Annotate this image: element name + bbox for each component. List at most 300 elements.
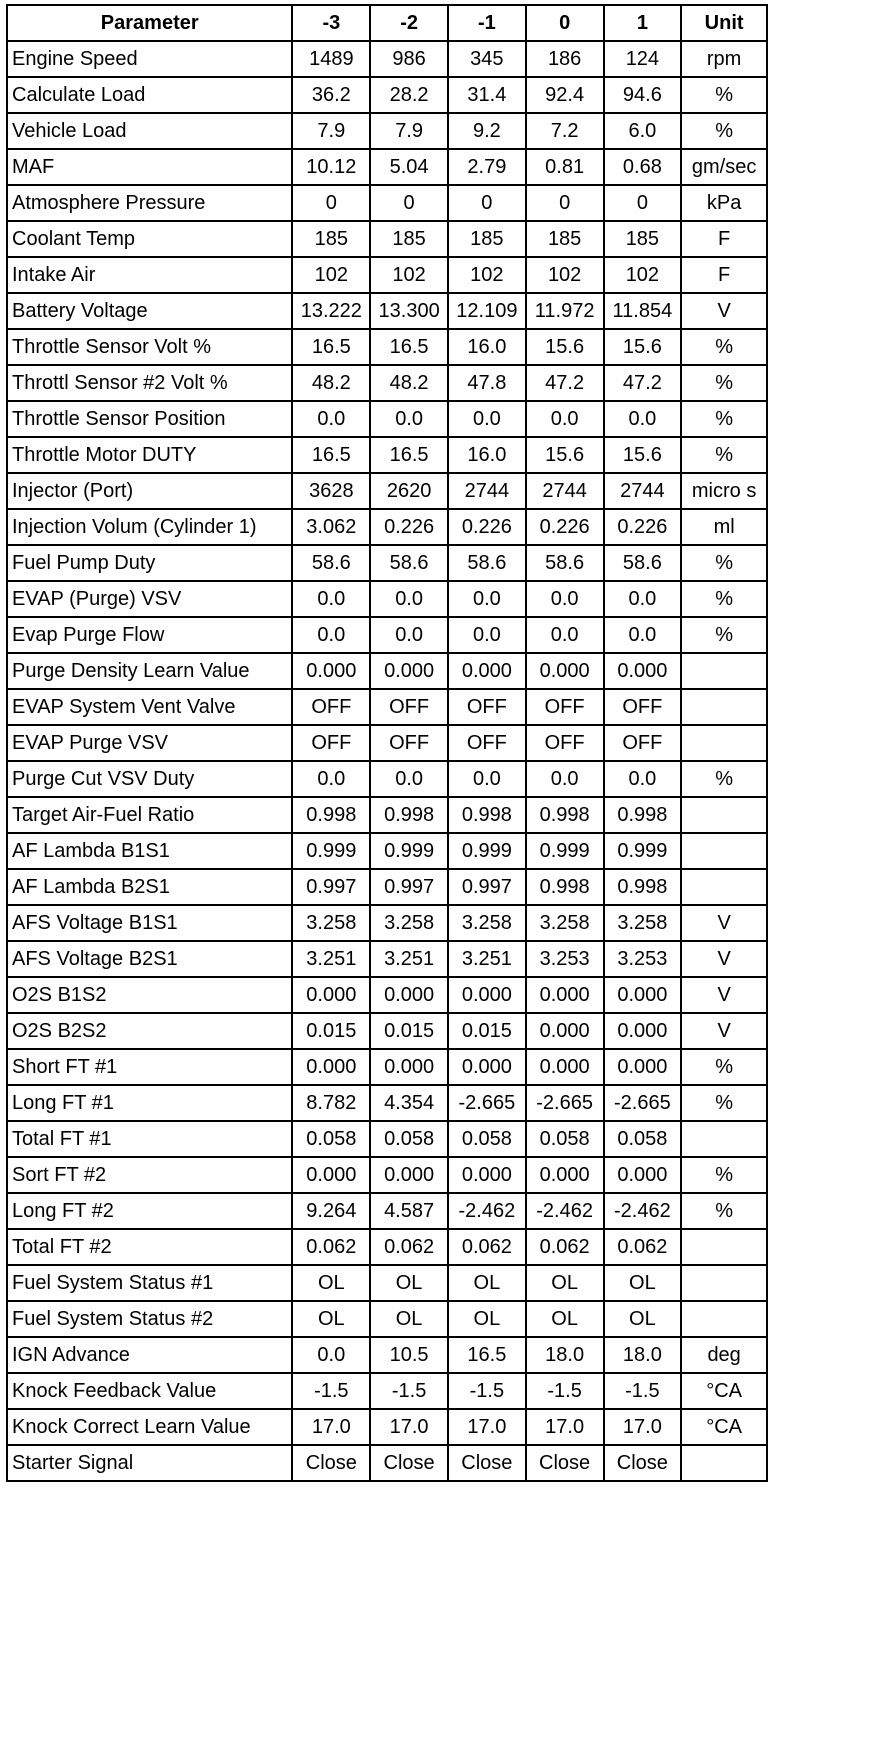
value-minus-2: OL (370, 1265, 448, 1301)
value-minus-1: 0.0 (448, 761, 526, 797)
table-row (7, 1373, 767, 1409)
unit: °CA (681, 1409, 767, 1445)
value-minus-1: 16.0 (448, 329, 526, 365)
value-1: 185 (604, 221, 682, 257)
unit: rpm (681, 41, 767, 77)
param-name: Throttle Motor DUTY (7, 437, 292, 473)
table-row (7, 1445, 767, 1481)
value-0: 0 (526, 185, 604, 221)
value-0: 92.4 (526, 77, 604, 113)
value-minus-3: 10.12 (292, 149, 370, 185)
value-minus-2: 0.997 (370, 869, 448, 905)
value-minus-1: 3.258 (448, 905, 526, 941)
value-minus-3: OL (292, 1301, 370, 1337)
value-0: 0.058 (526, 1121, 604, 1157)
value-minus-1: OFF (448, 689, 526, 725)
param-name: Knock Correct Learn Value (7, 1409, 292, 1445)
value-minus-3: 0.0 (292, 401, 370, 437)
param-name: AF Lambda B2S1 (7, 869, 292, 905)
param-name: Target Air-Fuel Ratio (7, 797, 292, 833)
value-minus-3: 3628 (292, 473, 370, 509)
value-minus-3: 0.000 (292, 1049, 370, 1085)
param-name: Throttl Sensor #2 Volt % (7, 365, 292, 401)
value-0: OFF (526, 725, 604, 761)
unit: % (681, 1157, 767, 1193)
value-minus-3: OFF (292, 725, 370, 761)
header-row (7, 5, 767, 41)
value-minus-2: OFF (370, 725, 448, 761)
table-row (7, 1301, 767, 1337)
param-name: Purge Cut VSV Duty (7, 761, 292, 797)
table-row (7, 1193, 767, 1229)
unit (681, 797, 767, 833)
param-name: Fuel Pump Duty (7, 545, 292, 581)
value-minus-2: 10.5 (370, 1337, 448, 1373)
value-1: 0.000 (604, 1157, 682, 1193)
value-minus-2: 0.0 (370, 617, 448, 653)
value-minus-2: 102 (370, 257, 448, 293)
value-minus-3: OFF (292, 689, 370, 725)
value-0: 18.0 (526, 1337, 604, 1373)
value-1: 0.000 (604, 977, 682, 1013)
value-minus-2: 5.04 (370, 149, 448, 185)
param-name: MAF (7, 149, 292, 185)
value-minus-1: 31.4 (448, 77, 526, 113)
unit: % (681, 617, 767, 653)
table-row (7, 1157, 767, 1193)
value-1: 0.000 (604, 653, 682, 689)
table-row (7, 221, 767, 257)
value-1: 3.253 (604, 941, 682, 977)
value-0: 0.0 (526, 761, 604, 797)
value-minus-1: 185 (448, 221, 526, 257)
value-0: 17.0 (526, 1409, 604, 1445)
value-minus-2: 0.999 (370, 833, 448, 869)
unit: ml (681, 509, 767, 545)
value-minus-1: 0 (448, 185, 526, 221)
table-row (7, 617, 767, 653)
table-row (7, 329, 767, 365)
table-row (7, 149, 767, 185)
value-0: OFF (526, 689, 604, 725)
param-name: Battery Voltage (7, 293, 292, 329)
table-row (7, 257, 767, 293)
unit: V (681, 977, 767, 1013)
value-1: 15.6 (604, 437, 682, 473)
value-minus-2: 4.354 (370, 1085, 448, 1121)
value-1: 17.0 (604, 1409, 682, 1445)
unit (681, 1301, 767, 1337)
value-minus-1: 0.058 (448, 1121, 526, 1157)
value-1: -2.665 (604, 1085, 682, 1121)
value-minus-2: 0.226 (370, 509, 448, 545)
value-minus-2: 0.0 (370, 761, 448, 797)
value-minus-2: 0.058 (370, 1121, 448, 1157)
unit: % (681, 401, 767, 437)
table-row (7, 1409, 767, 1445)
table-row (7, 581, 767, 617)
value-minus-1: 47.8 (448, 365, 526, 401)
value-minus-3: 9.264 (292, 1193, 370, 1229)
unit: F (681, 257, 767, 293)
unit: °CA (681, 1373, 767, 1409)
param-name: O2S B1S2 (7, 977, 292, 1013)
param-name: Throttle Sensor Volt % (7, 329, 292, 365)
value-minus-3: OL (292, 1265, 370, 1301)
unit: % (681, 113, 767, 149)
value-minus-2: 7.9 (370, 113, 448, 149)
value-0: 0.998 (526, 797, 604, 833)
value-1: 0.0 (604, 581, 682, 617)
value-minus-2: 17.0 (370, 1409, 448, 1445)
value-minus-2: 0.062 (370, 1229, 448, 1265)
param-name: Injector (Port) (7, 473, 292, 509)
unit: % (681, 77, 767, 113)
value-0: 102 (526, 257, 604, 293)
param-name: AF Lambda B1S1 (7, 833, 292, 869)
value-1: 124 (604, 41, 682, 77)
value-0: 58.6 (526, 545, 604, 581)
table-row (7, 725, 767, 761)
param-name: Injection Volum (Cylinder 1) (7, 509, 292, 545)
value-minus-1: 0.062 (448, 1229, 526, 1265)
param-name: EVAP System Vent Valve (7, 689, 292, 725)
value-minus-1: 0.226 (448, 509, 526, 545)
value-1: -2.462 (604, 1193, 682, 1229)
value-minus-2: 3.258 (370, 905, 448, 941)
table-row (7, 113, 767, 149)
value-1: 18.0 (604, 1337, 682, 1373)
value-minus-1: 2744 (448, 473, 526, 509)
unit: V (681, 941, 767, 977)
value-minus-3: 0.0 (292, 617, 370, 653)
value-0: -1.5 (526, 1373, 604, 1409)
param-name: Intake Air (7, 257, 292, 293)
value-minus-1: 0.000 (448, 977, 526, 1013)
value-minus-1: 0.0 (448, 617, 526, 653)
value-1: 6.0 (604, 113, 682, 149)
value-minus-1: 0.000 (448, 1157, 526, 1193)
value-minus-1: OFF (448, 725, 526, 761)
table-row (7, 1013, 767, 1049)
value-minus-3: -1.5 (292, 1373, 370, 1409)
value-1: 0.998 (604, 797, 682, 833)
header-col-minus-3: -3 (292, 5, 370, 41)
value-minus-1: 0.997 (448, 869, 526, 905)
unit: V (681, 293, 767, 329)
table-row (7, 41, 767, 77)
value-1: 3.258 (604, 905, 682, 941)
value-minus-2: Close (370, 1445, 448, 1481)
table-row (7, 869, 767, 905)
unit: gm/sec (681, 149, 767, 185)
value-0: -2.462 (526, 1193, 604, 1229)
value-0: 185 (526, 221, 604, 257)
value-minus-2: 16.5 (370, 329, 448, 365)
value-1: -1.5 (604, 1373, 682, 1409)
value-0: -2.665 (526, 1085, 604, 1121)
header-col-1: 1 (604, 5, 682, 41)
param-name: Calculate Load (7, 77, 292, 113)
value-minus-3: 0.000 (292, 1157, 370, 1193)
value-0: 0.062 (526, 1229, 604, 1265)
table-row (7, 401, 767, 437)
value-minus-1: Close (448, 1445, 526, 1481)
param-name: Total FT #2 (7, 1229, 292, 1265)
header-parameter: Parameter (7, 5, 292, 41)
value-minus-2: 16.5 (370, 437, 448, 473)
value-minus-3: 0.0 (292, 761, 370, 797)
unit: % (681, 1049, 767, 1085)
value-0: 3.253 (526, 941, 604, 977)
value-0: 0.000 (526, 1157, 604, 1193)
unit: % (681, 761, 767, 797)
value-0: 47.2 (526, 365, 604, 401)
value-minus-3: 48.2 (292, 365, 370, 401)
unit: % (681, 1193, 767, 1229)
header-col-minus-2: -2 (370, 5, 448, 41)
value-0: 0.0 (526, 581, 604, 617)
value-minus-3: 16.5 (292, 437, 370, 473)
value-minus-3: 58.6 (292, 545, 370, 581)
param-name: Vehicle Load (7, 113, 292, 149)
param-name: Purge Density Learn Value (7, 653, 292, 689)
value-minus-2: 48.2 (370, 365, 448, 401)
value-minus-1: 12.109 (448, 293, 526, 329)
param-name: Throttle Sensor Position (7, 401, 292, 437)
param-name: AFS Voltage B2S1 (7, 941, 292, 977)
value-minus-1: 345 (448, 41, 526, 77)
value-minus-3: 0.0 (292, 581, 370, 617)
value-1: OL (604, 1301, 682, 1337)
value-1: 94.6 (604, 77, 682, 113)
table-row (7, 185, 767, 221)
value-0: 0.000 (526, 977, 604, 1013)
param-name: EVAP Purge VSV (7, 725, 292, 761)
value-minus-1: 0.000 (448, 653, 526, 689)
param-name: O2S B2S2 (7, 1013, 292, 1049)
value-minus-1: 17.0 (448, 1409, 526, 1445)
value-0: 3.258 (526, 905, 604, 941)
value-minus-1: 102 (448, 257, 526, 293)
unit (681, 689, 767, 725)
value-minus-3: 0.015 (292, 1013, 370, 1049)
value-1: 0.68 (604, 149, 682, 185)
value-minus-2: 58.6 (370, 545, 448, 581)
value-minus-3: 36.2 (292, 77, 370, 113)
value-minus-3: 0.998 (292, 797, 370, 833)
value-minus-3: 0.0 (292, 1337, 370, 1373)
value-0: 0.999 (526, 833, 604, 869)
value-minus-2: 13.300 (370, 293, 448, 329)
value-minus-2: 0.000 (370, 977, 448, 1013)
value-0: 186 (526, 41, 604, 77)
unit: % (681, 329, 767, 365)
table-row (7, 905, 767, 941)
value-0: 15.6 (526, 437, 604, 473)
table-row (7, 1085, 767, 1121)
unit: V (681, 905, 767, 941)
value-minus-2: 0.0 (370, 401, 448, 437)
value-minus-2: 4.587 (370, 1193, 448, 1229)
param-name: Fuel System Status #1 (7, 1265, 292, 1301)
unit: % (681, 581, 767, 617)
value-minus-1: -2.665 (448, 1085, 526, 1121)
table-row (7, 1337, 767, 1373)
value-1: 0.226 (604, 509, 682, 545)
table-row (7, 653, 767, 689)
value-minus-2: 0.998 (370, 797, 448, 833)
value-minus-3: 0.997 (292, 869, 370, 905)
value-minus-2: -1.5 (370, 1373, 448, 1409)
value-0: Close (526, 1445, 604, 1481)
value-minus-1: 16.5 (448, 1337, 526, 1373)
value-minus-2: OL (370, 1301, 448, 1337)
value-minus-3: 0 (292, 185, 370, 221)
value-1: 58.6 (604, 545, 682, 581)
table-row (7, 977, 767, 1013)
unit (681, 833, 767, 869)
value-0: 2744 (526, 473, 604, 509)
unit: V (681, 1013, 767, 1049)
value-minus-3: 0.000 (292, 653, 370, 689)
value-0: 15.6 (526, 329, 604, 365)
value-minus-1: OL (448, 1265, 526, 1301)
value-minus-1: 0.999 (448, 833, 526, 869)
value-1: 102 (604, 257, 682, 293)
value-minus-3: 17.0 (292, 1409, 370, 1445)
value-minus-2: 3.251 (370, 941, 448, 977)
value-1: 0.000 (604, 1013, 682, 1049)
unit: micro s (681, 473, 767, 509)
value-minus-3: Close (292, 1445, 370, 1481)
value-minus-3: 3.251 (292, 941, 370, 977)
data-table (6, 4, 768, 1482)
value-0: 7.2 (526, 113, 604, 149)
param-name: EVAP (Purge) VSV (7, 581, 292, 617)
unit: F (681, 221, 767, 257)
unit (681, 653, 767, 689)
value-minus-1: 3.251 (448, 941, 526, 977)
value-0: 11.972 (526, 293, 604, 329)
param-name: Long FT #1 (7, 1085, 292, 1121)
param-name: Atmosphere Pressure (7, 185, 292, 221)
value-minus-3: 102 (292, 257, 370, 293)
table-row (7, 833, 767, 869)
value-1: 2744 (604, 473, 682, 509)
unit (681, 869, 767, 905)
param-name: Coolant Temp (7, 221, 292, 257)
value-minus-2: 0.000 (370, 1157, 448, 1193)
unit: % (681, 365, 767, 401)
value-1: 15.6 (604, 329, 682, 365)
param-name: AFS Voltage B1S1 (7, 905, 292, 941)
value-1: OFF (604, 689, 682, 725)
value-minus-1: -1.5 (448, 1373, 526, 1409)
value-minus-1: 9.2 (448, 113, 526, 149)
value-minus-1: -2.462 (448, 1193, 526, 1229)
value-0: 0.000 (526, 1049, 604, 1085)
value-minus-3: 185 (292, 221, 370, 257)
table-row (7, 1229, 767, 1265)
value-minus-1: 0.000 (448, 1049, 526, 1085)
value-0: 0.0 (526, 617, 604, 653)
value-minus-3: 16.5 (292, 329, 370, 365)
value-minus-3: 13.222 (292, 293, 370, 329)
header-col-0: 0 (526, 5, 604, 41)
value-minus-2: OFF (370, 689, 448, 725)
unit: % (681, 1085, 767, 1121)
value-0: 0.998 (526, 869, 604, 905)
value-minus-1: 0.0 (448, 401, 526, 437)
table-row (7, 797, 767, 833)
value-minus-1: 0.0 (448, 581, 526, 617)
table-row (7, 293, 767, 329)
value-0: OL (526, 1301, 604, 1337)
param-name: Fuel System Status #2 (7, 1301, 292, 1337)
param-name: Long FT #2 (7, 1193, 292, 1229)
value-minus-3: 0.000 (292, 977, 370, 1013)
table-row (7, 77, 767, 113)
value-1: OFF (604, 725, 682, 761)
value-minus-2: 0.0 (370, 581, 448, 617)
header-unit: Unit (681, 5, 767, 41)
table-row (7, 509, 767, 545)
table-row (7, 473, 767, 509)
value-minus-2: 0.000 (370, 653, 448, 689)
param-name: Total FT #1 (7, 1121, 292, 1157)
table-row (7, 437, 767, 473)
table-row (7, 1121, 767, 1157)
unit (681, 1229, 767, 1265)
param-name: Starter Signal (7, 1445, 292, 1481)
value-minus-3: 0.058 (292, 1121, 370, 1157)
table-row (7, 545, 767, 581)
value-minus-3: 8.782 (292, 1085, 370, 1121)
value-0: OL (526, 1265, 604, 1301)
table-row (7, 761, 767, 797)
param-name: Engine Speed (7, 41, 292, 77)
value-minus-3: 3.258 (292, 905, 370, 941)
value-1: 0.058 (604, 1121, 682, 1157)
unit (681, 1265, 767, 1301)
value-1: 11.854 (604, 293, 682, 329)
header-col-minus-1: -1 (448, 5, 526, 41)
value-1: OL (604, 1265, 682, 1301)
value-0: 0.0 (526, 401, 604, 437)
param-name: Sort FT #2 (7, 1157, 292, 1193)
value-0: 0.000 (526, 1013, 604, 1049)
value-minus-1: OL (448, 1301, 526, 1337)
value-minus-2: 0.000 (370, 1049, 448, 1085)
value-0: 0.81 (526, 149, 604, 185)
value-minus-2: 0.015 (370, 1013, 448, 1049)
param-name: Short FT #1 (7, 1049, 292, 1085)
value-minus-1: 58.6 (448, 545, 526, 581)
value-1: 0.0 (604, 617, 682, 653)
value-1: 0.999 (604, 833, 682, 869)
table-row (7, 365, 767, 401)
unit (681, 725, 767, 761)
value-1: 0.062 (604, 1229, 682, 1265)
value-minus-3: 0.999 (292, 833, 370, 869)
value-minus-1: 16.0 (448, 437, 526, 473)
value-minus-1: 2.79 (448, 149, 526, 185)
value-1: 0.998 (604, 869, 682, 905)
value-0: 0.226 (526, 509, 604, 545)
value-minus-3: 3.062 (292, 509, 370, 545)
unit (681, 1121, 767, 1157)
